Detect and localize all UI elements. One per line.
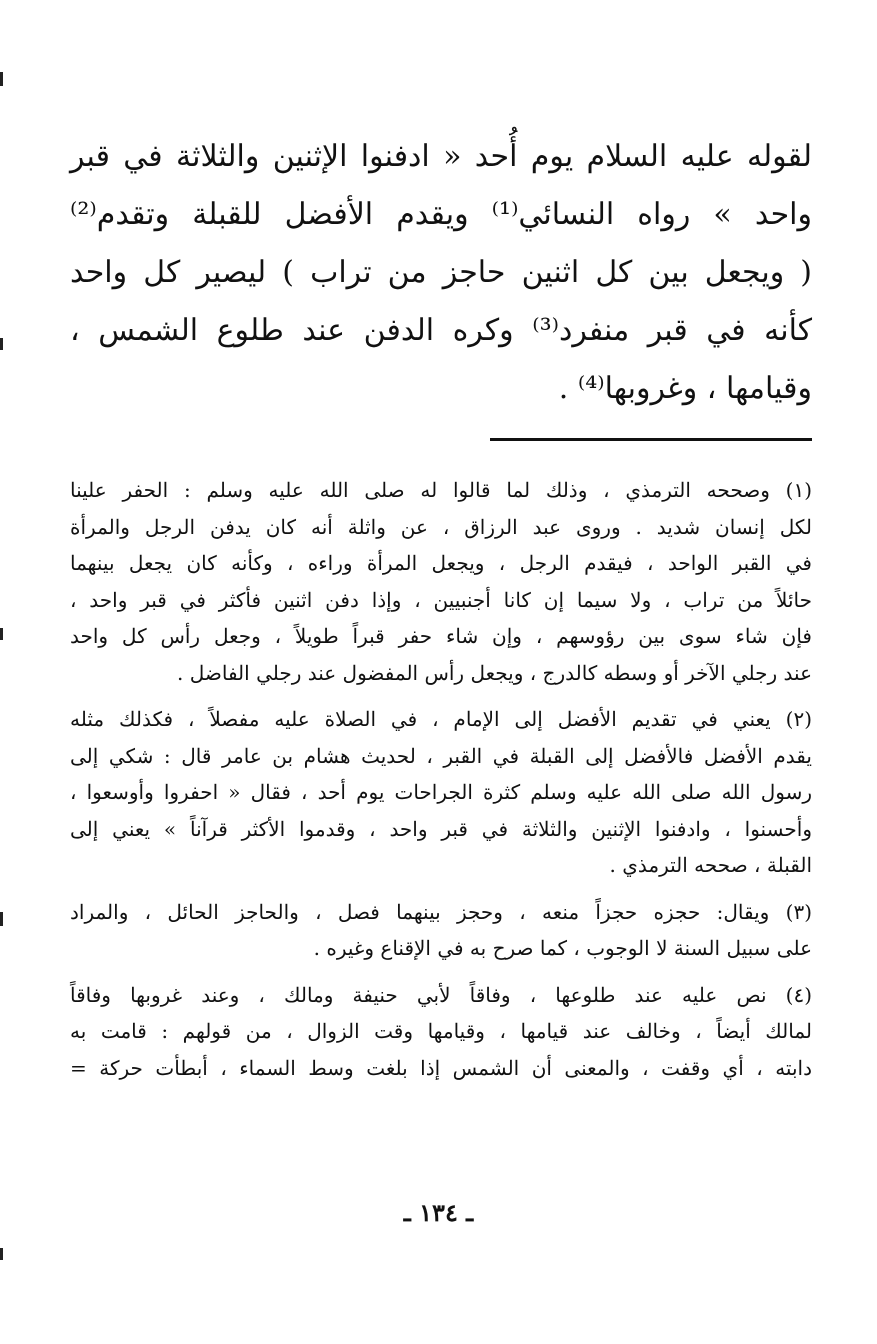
footnote-line: يقدم الأفضل فالأفضل إلى القبلة في القبر ، لحديث هشام بن عامر قال : شكي إلى	[70, 743, 812, 768]
scan-edge-mark	[0, 1248, 3, 1260]
main-text	[70, 128, 812, 418]
footnote-line: على سبيل السنة لا الوجوب ، كما صرح به في الإقناع وغيره .	[313, 936, 812, 960]
main-text-line: لقوله عليه السلام يوم أُحد « ادفنوا الإثنين والثلاثة في قبر	[70, 139, 812, 174]
footnote-line: في القبر الواحد ، فيقدم الرجل ، ويجعل المرأة وراءه ، وكأنه كان يجعل بينهما	[70, 551, 812, 575]
footnote-line: (٤) نص عليه عند طلوعها ، وفاقاً لأبي حنيفة ومالك ، وعند غروبها وفاقاً	[70, 982, 812, 1007]
footnote-line: دابته ، أي وقفت ، والمعنى أن الشمس إذا بلغت وسط السماء ، أبطأت حركة =	[70, 1055, 812, 1080]
footnote-line: (٣) ويقال: حجزه حجزاً منعه ، وحجز بينهما فصل ، والحاجز الحائل ، والمراد	[70, 899, 812, 924]
footnote-2	[70, 701, 812, 884]
scan-edge-mark	[0, 912, 3, 926]
main-text-line: واحد » رواه النسائي⁽¹⁾ ويقدم الأفضل للقبلة وتقدم⁽²⁾	[70, 197, 812, 232]
footnotes	[70, 472, 812, 1096]
footnote-3	[70, 894, 812, 967]
scan-edge-mark	[0, 72, 3, 86]
footnote-line: وأحسنوا ، وادفنوا الإثنين والثلاثة في قبر واحد ، وقدموا الأكثر قرآناً » يعني إلى	[70, 816, 812, 841]
main-text-line: كأنه في قبر منفرد⁽³⁾ وكره الدفن عند طلوع الشمس ،	[70, 313, 812, 348]
footnote-line: رسول الله صلى الله عليه وسلم كثرة الجراحات يوم أحد ، فقال « احفروا وأوسعوا ،	[70, 780, 812, 804]
footnote-divider	[490, 438, 812, 441]
footnote-line: حائلاً من تراب ، ولا سيما إن كانا أجنبيين ، وإذا دفن اثنين فأكثر في قبر واحد ،	[70, 587, 812, 612]
footnote-line: لكل إنسان شديد . وروى عبد الرزاق ، عن واثلة أنه كان يدفن الرجل والمرأة	[70, 514, 812, 539]
footnote-1	[70, 472, 812, 691]
footnote-4	[70, 977, 812, 1087]
page-number: ـ ١٣٤ ـ	[403, 1198, 474, 1227]
scan-edge-mark	[0, 338, 3, 350]
footnote-line: (٢) يعني في تقديم الأفضل إلى الإمام ، في الصلاة عليه مفصلاً ، فكذلك مثله	[70, 707, 812, 731]
footnote-line: فإن شاء سوى بين رؤوسهم ، وإن شاء حفر قبراً طويلاً ، وجعل رأس كل واحد	[70, 624, 812, 648]
footnote-line: (١) وصححه الترمذي ، وذلك لما قالوا له صلى الله عليه وسلم : الحفر علينا	[70, 478, 812, 502]
main-text-line: وقيامها ، وغروبها⁽⁴⁾ .	[558, 371, 812, 406]
footnote-line: القبلة ، صححه الترمذي .	[609, 853, 812, 877]
scan-edge-mark	[0, 628, 3, 640]
main-text-line: ( ويجعل بين كل اثنين حاجز من تراب ) ليصير كل واحد	[70, 255, 812, 290]
footnote-line: لمالك أيضاً ، وخالف عند قيامها ، وقيامها وقت الزوال ، من قولهم : قامت به	[70, 1019, 812, 1043]
footnote-line: عند رجلي الآخر أو وسطه كالدرج ، ويجعل رأس المفضول عند رجلي الفاضل .	[177, 660, 812, 685]
